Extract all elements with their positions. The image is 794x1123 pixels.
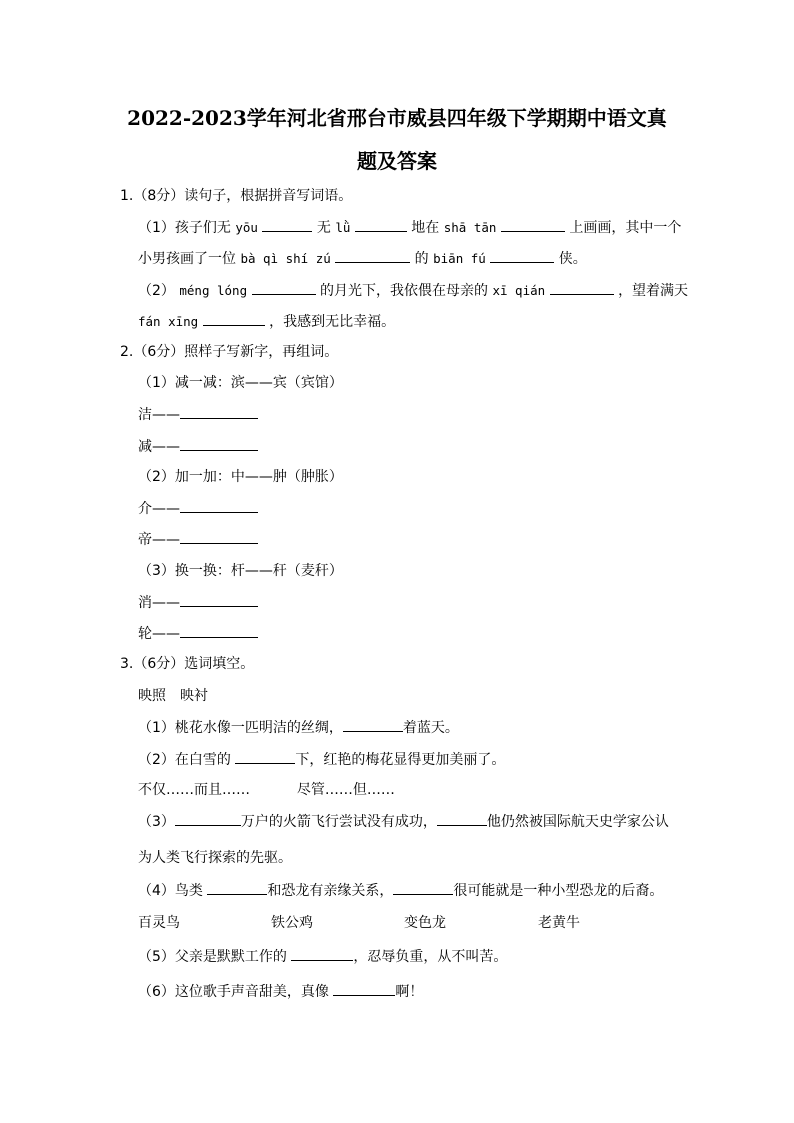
answer-blank[interactable]: [175, 811, 241, 826]
answer-blank[interactable]: [335, 248, 410, 263]
q2-char-row: [138, 529, 258, 550]
q3-text: （5）父亲是默默工作的: [138, 949, 287, 965]
q3-stem: 3.（6分）选词填空。: [120, 656, 255, 672]
answer-blank[interactable]: [262, 217, 312, 232]
answer-blank[interactable]: [180, 592, 258, 607]
q1-text: 小男孩画了一位: [138, 251, 236, 267]
q2-char-row: [138, 404, 258, 425]
q1-text: ，我感到无比幸福。: [269, 314, 396, 330]
q3-item3: [138, 811, 669, 832]
q3-text: 下，红艳的梅花显得更加美丽了。: [295, 752, 506, 768]
q2-stem: 2.（6分）照样子写新字，再组词。: [120, 344, 339, 360]
q2-char-row: [138, 592, 258, 613]
answer-blank[interactable]: [180, 623, 258, 638]
q3-text: （2）在白雪的: [138, 752, 231, 768]
q1-stem: 1.（8分）读句子，根据拼音写词语。: [120, 188, 353, 204]
q2-char-row: [138, 623, 258, 644]
doc-title-line2: 题及答案: [357, 149, 437, 173]
q3-text: 啊！: [395, 984, 424, 1000]
answer-blank[interactable]: [501, 217, 565, 232]
q1-text: 侠。: [558, 251, 587, 267]
q3-text: （6）这位歌手声音甜美，真像: [138, 984, 329, 1000]
q1-text: （1）孩子们无: [138, 220, 231, 236]
q3-option-a: 百灵鸟: [138, 915, 180, 931]
answer-blank[interactable]: [180, 436, 258, 451]
answer-blank[interactable]: [437, 811, 487, 826]
q3-text: 着蓝天。: [402, 720, 459, 736]
q2-sample2: （2）加一加：中——肿（肿胀）: [138, 469, 343, 485]
q3-item6: [138, 981, 423, 1002]
q3-item3-cont: 为人类飞行探索的先驱。: [138, 850, 292, 866]
q3-text: （1）桃花水像一匹明洁的丝绸，: [138, 720, 343, 736]
q1-item1-line2: [138, 248, 587, 269]
q1-item2-line1: [138, 280, 688, 301]
answer-blank[interactable]: [180, 404, 258, 419]
answer-blank[interactable]: [333, 981, 395, 996]
doc-title-line1: 2022-2023学年河北省邢台市威县四年级下学期期中语文真: [127, 106, 667, 130]
q2-char-row: [138, 498, 258, 519]
q3-text: ，忍辱负重，从不叫苦。: [353, 949, 508, 965]
q3-options2: [138, 780, 395, 800]
answer-blank[interactable]: [180, 498, 258, 513]
q3-text: （3）: [138, 814, 175, 830]
option-text: 不仅……而且……: [138, 782, 250, 798]
answer-blank[interactable]: [207, 880, 267, 895]
pinyin: bà qì shí zú: [240, 251, 331, 266]
q3-item2: [138, 749, 505, 770]
q1-text: 上画画，其中一个: [569, 220, 682, 236]
answer-blank[interactable]: [490, 248, 554, 263]
q2-char: 帝——: [138, 532, 180, 548]
q3-text: 和恐龙有亲缘关系，: [267, 883, 394, 899]
answer-blank[interactable]: [180, 529, 258, 544]
q3-item4: [138, 880, 663, 901]
q3-text: 他仍然被国际航天史学家公认: [486, 814, 669, 830]
answer-blank[interactable]: [343, 717, 403, 732]
q2-char: 减——: [138, 439, 180, 455]
pinyin: lǜ: [335, 220, 351, 235]
pinyin: shā tān: [443, 220, 497, 235]
answer-blank[interactable]: [291, 946, 353, 961]
q3-option-d: 老黄牛: [538, 915, 580, 931]
q3-option-b: 铁公鸡: [271, 915, 313, 931]
answer-blank[interactable]: [235, 749, 295, 764]
pinyin: yōu: [235, 220, 258, 235]
q3-text: （4）鸟类: [138, 883, 203, 899]
pinyin: xī qián: [492, 283, 546, 298]
answer-blank[interactable]: [252, 280, 316, 295]
q2-char-row: [138, 436, 258, 457]
q3-item1: [138, 717, 459, 738]
q2-char: 洁——: [138, 407, 180, 423]
pinyin: fán xīng: [138, 314, 199, 329]
q3-option-c: 变色龙: [404, 915, 446, 931]
answer-blank[interactable]: [393, 880, 453, 895]
answer-blank[interactable]: [355, 217, 407, 232]
q1-item2-line2: [138, 311, 395, 332]
q1-text: 的: [414, 251, 429, 267]
q3-options1: 映照 映衬: [138, 688, 208, 704]
pinyin: méng lóng: [179, 283, 248, 298]
pinyin: biān fú: [433, 251, 486, 266]
q2-sample1: （1）减一减：滨——宾（宾馆）: [138, 375, 343, 391]
q1-text: 的月光下，我依偎在母亲的: [320, 283, 489, 299]
q1-text: 无: [316, 220, 331, 236]
q3-text: 万户的火箭飞行尝试没有成功，: [240, 814, 437, 830]
q2-char: 介——: [138, 501, 180, 517]
option-text: 尽管……但……: [296, 782, 395, 798]
q1-item1-line1: [138, 217, 681, 238]
q1-text: 地在: [411, 220, 440, 236]
q3-item5: [138, 946, 507, 967]
q2-char: 消——: [138, 595, 180, 611]
q2-sample3: （3）换一换：杆——秆（麦秆）: [138, 563, 343, 579]
answer-blank[interactable]: [550, 280, 614, 295]
answer-blank[interactable]: [203, 311, 265, 326]
q1-text: ，望着满天: [618, 283, 689, 299]
q3-text: 很可能就是一种小型恐龙的后裔。: [453, 883, 664, 899]
q1-text: （2）: [138, 283, 175, 299]
q2-char: 轮——: [138, 626, 180, 642]
